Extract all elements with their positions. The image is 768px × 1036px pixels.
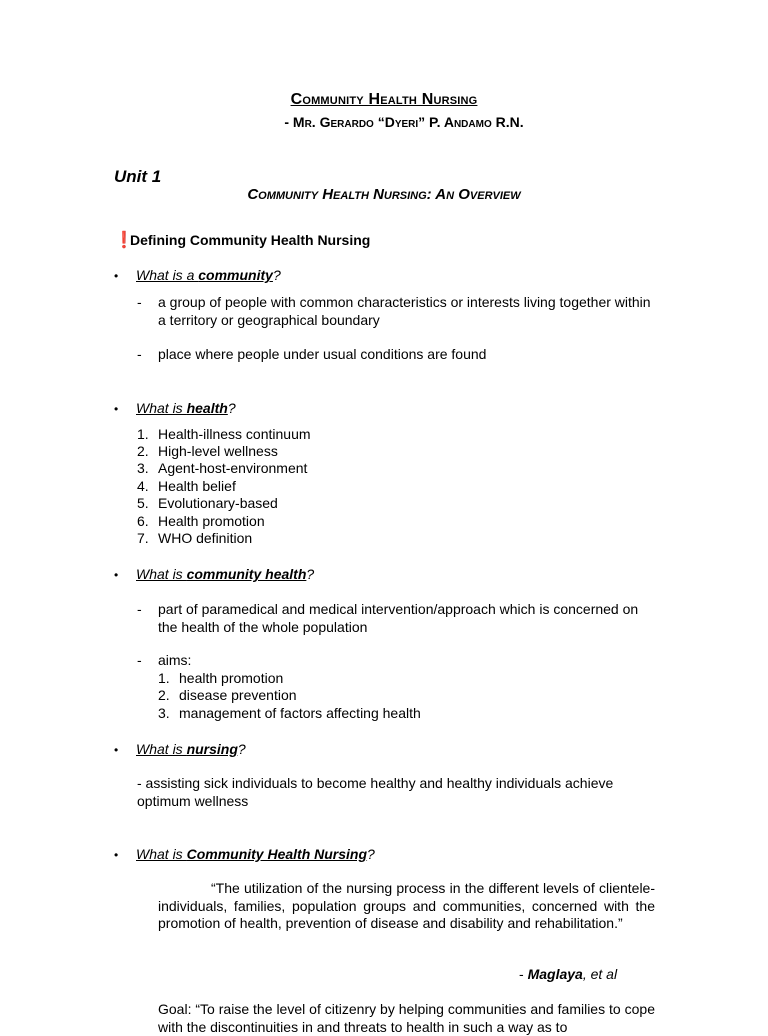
section-heading: [114, 230, 370, 250]
list-item: 7. WHO definition: [137, 530, 253, 546]
list-item: 2. disease prevention: [158, 687, 297, 703]
unit-subtitle: Community Health Nursing: An Overview: [247, 186, 521, 203]
list-item: 5. Evolutionary-based: [137, 495, 278, 511]
document-title: Community Health Nursing: [290, 91, 478, 108]
term-health: health: [186, 400, 228, 416]
list-item: 4. Health belief: [137, 478, 236, 494]
chn-goal: Goal: “To raise the level of citizenry by helping communities and families to cope with the discontinuities in and threats to health in such a way as to: [158, 1001, 655, 1035]
nursing-definition: - assisting sick individuals to become healthy and healthy individuals achieve optimum wellness: [137, 775, 614, 809]
list-item: 3. Agent-host-environment: [137, 460, 308, 476]
term-chn: Community Health Nursing: [186, 846, 368, 862]
bullet-icon: •: [114, 848, 119, 862]
question-community: • What is a community?: [114, 267, 281, 283]
list-item: 2. High-level wellness: [137, 443, 278, 459]
question-chn: • What is Community Health Nursing?: [114, 846, 375, 862]
quote-citation: - Maglaya, et al: [519, 966, 618, 982]
bullet-icon: •: [114, 402, 119, 416]
section-title: Defining Community Health Nursing: [130, 232, 371, 248]
question-nursing: • What is nursing?: [114, 741, 246, 757]
list-item: 6. Health promotion: [137, 513, 265, 529]
unit-label: Unit 1: [114, 167, 162, 186]
bullet-icon: •: [114, 568, 119, 582]
list-item: 1. health promotion: [158, 670, 284, 686]
list-item: 1. Health-illness continuum: [137, 426, 311, 442]
document-author: - Mr. Gerardo “Dyeri” P. Andamo R.N.: [284, 114, 524, 130]
term-nursing: nursing: [186, 741, 238, 757]
list-item: 3. management of factors affecting health: [158, 705, 421, 721]
question-health: • What is health?: [114, 400, 236, 416]
bullet-icon: •: [114, 269, 119, 283]
chn-definition-quote: “The utilization of the nursing process in the different levels of clientele-individuals, families, population groups and communities, concerned with the promotion of health, prevention of disease and disability and rehabilitation.”: [158, 880, 655, 931]
bullet-icon: •: [114, 743, 119, 757]
exclamation-icon: ❗: [114, 232, 134, 249]
question-community-health: • What is community health?: [114, 566, 315, 582]
term-community-health: community health: [186, 566, 307, 582]
term-community: community: [198, 267, 273, 283]
